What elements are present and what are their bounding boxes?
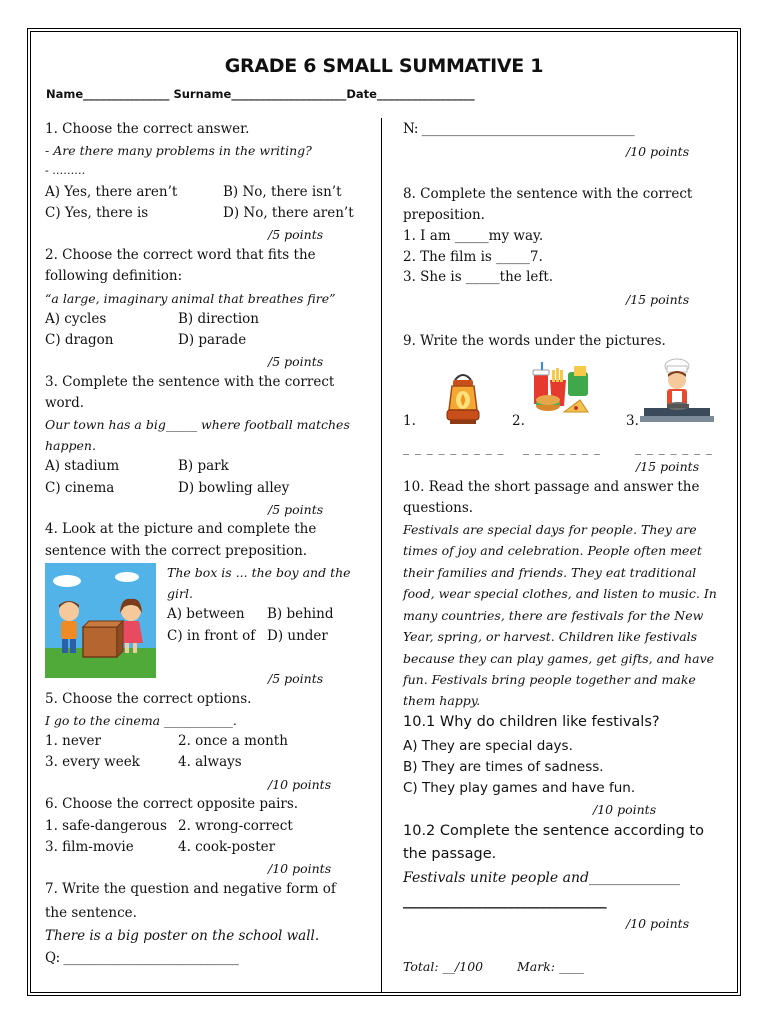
q10-2-prompt-line2: the passage. xyxy=(403,846,497,862)
q2-points: /5 points xyxy=(268,354,324,369)
q10-1-option-a[interactable]: A) They are special days. xyxy=(403,738,573,754)
q8-item-3[interactable]: 3. She is _____the left. xyxy=(403,269,554,285)
passage-line: many countries, there are festivals for the New xyxy=(403,608,704,623)
q3-prompt-line1: 3. Complete the sentence with the correct xyxy=(45,374,335,390)
q4-sentence-line1: The box is ... the boy and the xyxy=(167,565,351,580)
q4-prompt-line1: 4. Look at the picture and complete the xyxy=(45,521,317,537)
q3-points: /5 points xyxy=(268,502,324,517)
date-blank[interactable]: _________________ xyxy=(376,87,475,101)
q5-points: /10 points xyxy=(268,777,332,792)
passage-line: Festivals are special days for people. They are xyxy=(403,522,697,537)
q8-prompt-line2: preposition. xyxy=(403,207,485,223)
q3-sentence-line1: Our town has a big_____ where football matches xyxy=(45,417,350,432)
q9-blank-3[interactable]: _ _ _ _ _ _ _ xyxy=(635,441,713,455)
q5-sentence: I go to the cinema ___________. xyxy=(45,713,237,728)
lantern-picture xyxy=(440,370,486,428)
q6-prompt: 6. Choose the correct opposite pairs. xyxy=(45,796,299,812)
q9-blank-1[interactable]: _ _ _ _ _ _ _ _ _ xyxy=(403,441,505,455)
q4-sentence-line2: girl. xyxy=(167,586,193,601)
passage-line: their families and friends. They eat traditional xyxy=(403,565,697,580)
q6-option-3[interactable]: 3. film-movie xyxy=(45,839,134,855)
q4-option-d[interactable]: D) under xyxy=(267,628,328,644)
mark-field[interactable]: Mark: ____ xyxy=(517,959,584,974)
page-border xyxy=(30,31,738,993)
q2-option-a[interactable]: A) cycles xyxy=(45,311,107,327)
q5-prompt: 5. Choose the correct options. xyxy=(45,691,252,707)
q10-2-prompt-line1: 10.2 Complete the sentence according to xyxy=(403,823,704,839)
name-label: Name xyxy=(46,87,84,101)
q10-1-option-c[interactable]: C) They play games and have fun. xyxy=(403,780,636,796)
q9-blank-2[interactable]: _ _ _ _ _ _ _ xyxy=(523,441,601,455)
q6-option-1[interactable]: 1. safe-dangerous xyxy=(45,818,167,834)
q1-prompt: 1. Choose the correct answer. xyxy=(45,121,250,137)
q2-option-d[interactable]: D) parade xyxy=(178,332,247,348)
worksheet-title: GRADE 6 SMALL SUMMATIVE 1 xyxy=(224,55,544,77)
q5-option-4[interactable]: 4. always xyxy=(178,754,242,770)
q3-prompt-line2: word. xyxy=(45,395,85,411)
q9-label-3: 3. xyxy=(626,413,639,429)
q10-prompt-line1: 10. Read the short passage and answer the xyxy=(403,479,700,495)
q9-prompt: 9. Write the words under the pictures. xyxy=(403,333,666,349)
q3-sentence-line2: happen. xyxy=(45,438,96,453)
q5-option-1[interactable]: 1. never xyxy=(45,733,101,749)
q10-2-sentence[interactable]: Festivals unite people and_____________ xyxy=(403,870,680,886)
q6-points: /10 points xyxy=(268,861,332,876)
q9-points: /15 points xyxy=(636,459,700,474)
q1-points: /5 points xyxy=(268,227,324,242)
q7-negative-answer-line[interactable]: N: __________________________________ xyxy=(403,121,635,137)
passage-line: fun. Festivals bring people together and make xyxy=(403,672,696,687)
q7-prompt-line1: 7. Write the question and negative form of xyxy=(45,881,336,897)
q2-option-c[interactable]: C) dragon xyxy=(45,332,114,348)
q10-1-points: /10 points xyxy=(593,802,657,817)
name-blank[interactable]: _______________ xyxy=(83,87,170,101)
q1-question: - Are there many problems in the writing? xyxy=(45,143,312,158)
q9-label-2: 2. xyxy=(512,413,525,429)
q6-option-2[interactable]: 2. wrong-correct xyxy=(178,818,293,834)
q3-option-b[interactable]: B) park xyxy=(178,458,229,474)
kids-with-box-picture xyxy=(45,563,156,678)
column-divider xyxy=(381,118,382,992)
q3-option-d[interactable]: D) bowling alley xyxy=(178,480,290,496)
passage-line: Year, spring, or harvest. Children like festivals xyxy=(403,629,698,644)
q6-option-4[interactable]: 4. cook-poster xyxy=(178,839,276,855)
q7-sentence: There is a big poster on the school wall. xyxy=(45,928,320,944)
q10-2-points: /10 points xyxy=(626,916,690,931)
q1-option-d[interactable]: D) No, there aren’t xyxy=(223,205,354,221)
total-score[interactable]: Total: __/100 xyxy=(403,959,484,974)
surname-label: Surname xyxy=(173,87,232,101)
q2-prompt-line2: following definition: xyxy=(45,268,183,284)
passage-line: food, wear special clothes, and listen to music. In xyxy=(403,586,717,601)
q10-1-question: 10.1 Why do children like festivals? xyxy=(403,714,660,730)
q1-option-b[interactable]: B) No, there isn’t xyxy=(223,184,342,200)
q2-definition: “a large, imaginary animal that breathes fire” xyxy=(45,291,336,306)
q3-option-c[interactable]: C) cinema xyxy=(45,480,115,496)
q8-item-1[interactable]: 1. I am _____my way. xyxy=(403,228,544,244)
q7-points: /10 points xyxy=(626,144,690,159)
q4-option-a[interactable]: A) between xyxy=(167,606,245,622)
date-label: Date xyxy=(346,87,377,101)
passage-line: them happy. xyxy=(403,693,481,708)
surname-blank[interactable]: ____________________ xyxy=(231,87,347,101)
passage-line: times of joy and celebration. People often meet xyxy=(403,543,702,558)
q9-label-1: 1. xyxy=(403,413,416,429)
q5-option-2[interactable]: 2. once a month xyxy=(178,733,288,749)
q4-points: /5 points xyxy=(268,671,324,686)
q8-points: /15 points xyxy=(626,292,690,307)
q8-item-2[interactable]: 2. The film is _____7. xyxy=(403,249,543,265)
q2-prompt-line1: 2. Choose the correct word that fits the xyxy=(45,247,316,263)
q1-option-c[interactable]: C) Yes, there is xyxy=(45,205,149,221)
q10-1-option-b[interactable]: B) They are times of sadness. xyxy=(403,759,604,775)
q4-prompt-line2: sentence with the correct preposition. xyxy=(45,543,308,559)
q2-option-b[interactable]: B) direction xyxy=(178,311,260,327)
q10-2-answer-line[interactable]: ________________________________ xyxy=(403,893,607,909)
q4-option-c[interactable]: C) in front of xyxy=(167,628,256,644)
q3-option-a[interactable]: A) stadium xyxy=(45,458,120,474)
q4-option-b[interactable]: B) behind xyxy=(267,606,334,622)
chef-cooking-picture xyxy=(640,358,714,428)
q5-option-3[interactable]: 3. every week xyxy=(45,754,140,770)
q1-option-a[interactable]: A) Yes, there aren’t xyxy=(45,184,178,200)
fast-food-picture xyxy=(530,360,594,416)
q7-prompt-line2: the sentence. xyxy=(45,905,137,921)
q10-prompt-line2: questions. xyxy=(403,500,474,516)
student-info-row xyxy=(46,87,475,101)
q8-prompt-line1: 8. Complete the sentence with the correct xyxy=(403,186,693,202)
q7-question-answer-line[interactable]: Q: ____________________________ xyxy=(45,950,239,966)
q1-answer-line: - ……… xyxy=(45,164,86,177)
passage-line: because they can play games, get gifts, and have xyxy=(403,651,715,666)
